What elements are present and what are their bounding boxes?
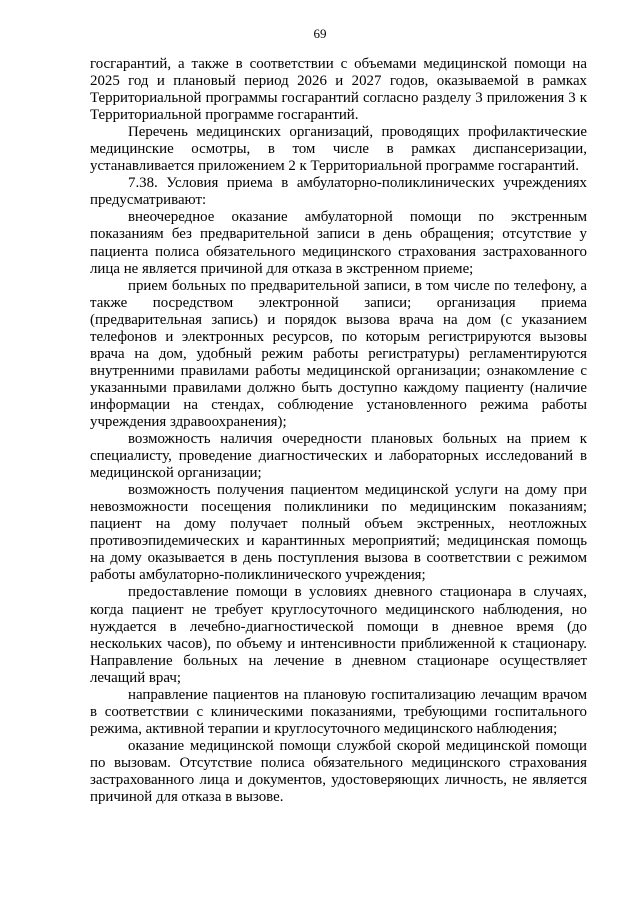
paragraph-planned-hospitalization: направление пациентов на плановую госпитализацию лечащим врачом в соответствии с клиническими показаниями, требующими госпитального режима, активной терапии и круглосуточного медицинского наблюдения; (90, 686, 587, 737)
document-body (90, 56, 587, 806)
paragraph-preventive-exams-list: Перечень медицинских организаций, проводящих профилактические медицинские осмотры, в том числе в рамках диспансеризации, устанавливается приложением 2 к Территориальной программе госгарантий. (90, 124, 587, 175)
paragraph-appointment-booking: прием больных по предварительной записи, в том числе по телефону, а также посредством электронной записи; организация приема (предварительная запись) и порядок вызова врача на дом (с указанием телефонов и электронных ресурсов, по которым регистрируются вызовы врача на дом, удобный режим работы регистратуры) регламентируются внутренними правилами работы медицинской организации; ознакомление с указанными правилами должно быть доступно каждому пациенту (наличие информации на стендах, соблюдение установленного режима работы учреждения здравоохранения); (90, 277, 587, 430)
paragraph-ambulance-service: оказание медицинской помощи службой скорой медицинской помощи по вызовам. Отсутствие полиса обязательного медицинского страхования застрахованного лица и документов, удостоверяющих личность, не является причиной для отказа в вызове. (90, 737, 587, 806)
paragraph-section-7-38: 7.38. Условия приема в амбулаторно-поликлинических учреждениях предусматривают: (90, 175, 587, 209)
paragraph-home-care: возможность получения пациентом медицинской услуги на дому при невозможности посещения поликлиники по медицинским показаниям; пациент на дому получает полный объем экстренных, неотложных противоэпидемических и карантинных мероприятий; медицинская помощь на дому оказывается в день поступления вызова в соответствии с режимом работы амбулаторно-поликлинического учреждения; (90, 482, 587, 584)
paragraph-day-hospital: предоставление помощи в условиях дневного стационара в случаях, когда пациент не требует круглосуточного медицинского наблюдения, но нуждается в лечебно-диагностической помощи в дневное время (до нескольких часов), по объему и интенсивности приближенной к стационару. Направление больных на лечение в дневном стационаре осуществляет лечащий врач; (90, 584, 587, 686)
paragraph-emergency-care: внеочередное оказание амбулаторной помощи по экстренным показаниям без предварительной записи в день обращения; отсутствие у пациента полиса обязательного медицинского страхования застрахованного лица не является причиной для отказа в экстренном приеме; (90, 209, 587, 277)
paragraph-continuation: госгарантий, а также в соответствии с объемами медицинской помощи на 2025 год и плановый период 2026 и 2027 годов, оказываемой в рамках Территориальной программы госгарантий согласно разделу 3 приложения 3 к Территориальной программе госгарантий. (90, 56, 587, 124)
page-number: 69 (313, 26, 327, 41)
paragraph-queue-planned-patients: возможность наличия очередности плановых больных на прием к специалисту, проведение диагностических и лабораторных исследований в медицинской организации; (90, 431, 587, 482)
